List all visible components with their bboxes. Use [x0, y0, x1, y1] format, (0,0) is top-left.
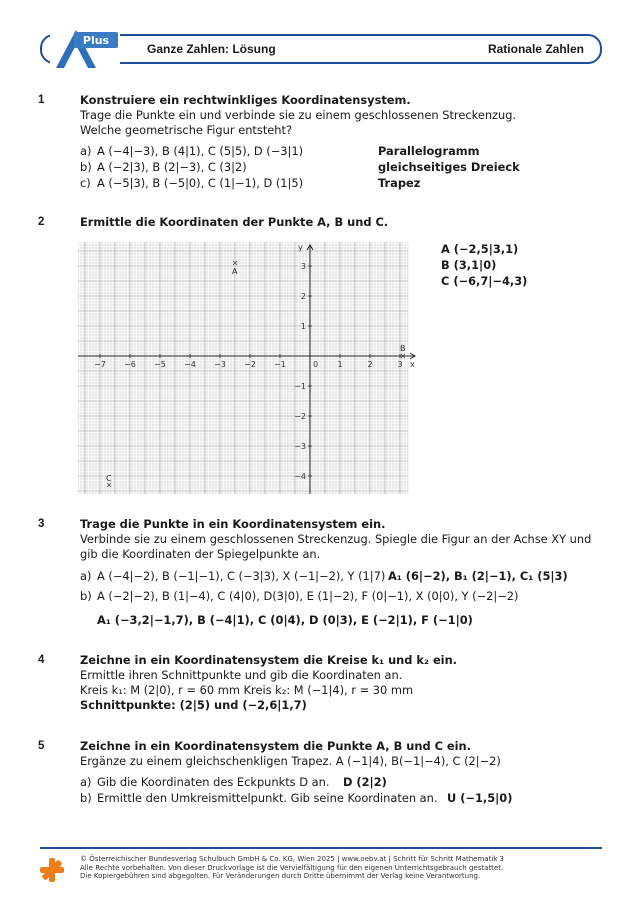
footer-line-3: Die Kopiergebühren sind abgegolten. Für Veränderungen durch Dritte übernimmt der Verlag keine Verantwortung.	[80, 872, 481, 880]
task-3a-answer: A₁ (6|−2), B₁ (2|−1), C₁ (5|3)	[388, 569, 568, 583]
x-tick-label: −2	[244, 360, 256, 369]
y-tick-label: −2	[294, 412, 306, 421]
task-2-heading: Ermittle die Koordinaten der Punkte A, B und C.	[80, 215, 389, 229]
task-5a-answer: D (2|2)	[343, 775, 387, 789]
task-3-line3: gib die Koordinaten der Spiegelpunkte an.	[80, 547, 321, 561]
task-1c-answer: Trapez	[378, 176, 421, 190]
task-1a-label: a)	[80, 144, 92, 158]
task-1-heading: Konstruiere ein rechtwinkliges Koordinatensystem.	[80, 93, 411, 107]
y-tick-label: 1	[300, 322, 306, 331]
task-3a-label: a)	[80, 569, 92, 583]
task-5b-answer: U (−1,5|0)	[447, 791, 513, 805]
task-1b-answer: gleichseitiges Dreieck	[378, 160, 520, 174]
point-C-label: C	[106, 474, 112, 483]
point-A-label: A	[232, 267, 238, 276]
task-4-number: 4	[38, 654, 45, 666]
task-5b-label: b)	[80, 791, 92, 805]
task-2-answer-a: A (−2,5|3,1)	[441, 242, 519, 256]
task-3-number: 3	[38, 518, 45, 530]
task-4-line3: Kreis k₁: M (2|0), r = 60 mm Kreis k₂: M (−1|4), r = 30 mm	[80, 683, 414, 697]
section-title: Rationale Zahlen	[487, 42, 584, 56]
task-5b-text: Ermittle den Umkreismittelpunkt. Gib seine Koordinaten an.	[97, 791, 438, 805]
publisher-logo-icon	[39, 856, 65, 884]
coordinate-grid	[78, 242, 418, 494]
task-1b-text: A (−2|3), B (2|−3), C (3|2)	[97, 160, 247, 174]
point-B-label: B	[400, 344, 406, 353]
footer-copyright	[80, 855, 504, 881]
task-1c-label: c)	[80, 176, 91, 190]
y-tick-label: 2	[300, 292, 306, 301]
origin-label: 0	[313, 360, 319, 369]
task-3b-answer: A₁ (−3,2|−1,7), B (−4|1), C (0|4), D (0|3), E (−2|1), F (−1|0)	[97, 613, 473, 627]
task-2-number: 2	[38, 216, 45, 228]
task-1-line2: Trage die Punkte ein und verbinde sie zu einem geschlossenen Streckenzug.	[80, 108, 517, 122]
x-tick-label: −7	[94, 360, 106, 369]
task-1a-text: A (−4|−3), B (4|1), C (5|5), D (−3|1)	[97, 144, 304, 158]
footer-line-2: Alle Rechte vorbehalten. Von dieser Druckvorlage ist die Vervielfältigung für den eigenen Unterrichtsgebrauch gestattet.	[80, 863, 504, 872]
y-axis-label: y	[298, 243, 303, 252]
x-tick-label: 1	[337, 360, 343, 369]
task-1b-label: b)	[80, 160, 92, 174]
task-3b-text: A (−2|−2), B (1|−4), C (4|0), D(3|0), E (1|−2), F (0|−1), X (0|0), Y (−2|−2)	[97, 589, 519, 603]
task-5a-label: a)	[80, 775, 92, 789]
task-3-heading: Trage die Punkte in ein Koordinatensystem ein.	[80, 517, 386, 531]
logo-text: Plus	[82, 34, 110, 47]
task-3a-text: A (−4|−2), B (−1|−1), C (−3|3), X (−1|−2), Y (1|7)	[97, 569, 386, 583]
x-tick-label: −3	[214, 360, 226, 369]
task-3b-label: b)	[80, 589, 92, 603]
y-tick-label: 3	[300, 262, 306, 271]
task-3-line2: Verbinde sie zu einem geschlossenen Streckenzug. Spiegle die Figur an der Achse XY und	[80, 532, 592, 546]
page-title: Ganze Zahlen: Lösung	[147, 42, 276, 56]
task-4-line2: Ermittle ihren Schnittpunkte und gib die Koordinaten an.	[80, 668, 403, 682]
x-axis-label: x	[410, 360, 415, 369]
task-5-heading: Zeichne in ein Koordinatensystem die Punkte A, B und C ein.	[80, 739, 471, 753]
x-tick-label: 2	[367, 360, 373, 369]
task-2-answer-c: C (−6,7|−4,3)	[441, 274, 528, 288]
task-2-answer-b: B (3,1|0)	[441, 258, 497, 272]
y-tick-label: −1	[294, 382, 306, 391]
x-tick-label: −1	[274, 360, 286, 369]
footer-divider	[40, 847, 602, 849]
task-5-number: 5	[38, 740, 45, 752]
x-tick-label: −5	[154, 360, 166, 369]
x-tick-label: −6	[124, 360, 136, 369]
task-1a-answer: Parallelogramm	[378, 144, 480, 158]
task-4-heading: Zeichne in ein Koordinatensystem die Kreise k₁ und k₂ ein.	[80, 653, 458, 667]
task-1-line3: Welche geometrische Figur entsteht?	[80, 123, 293, 137]
y-tick-label: −4	[294, 472, 306, 481]
x-tick-label: −4	[184, 360, 196, 369]
y-tick-label: −3	[294, 442, 306, 451]
page-header	[40, 34, 602, 64]
task-4-answer: Schnittpunkte: (2|5) und (−2,6|1,7)	[80, 698, 307, 712]
task-1-number: 1	[38, 94, 45, 106]
plus-logo	[50, 28, 120, 72]
task-5a-text: Gib die Koordinaten des Eckpunkts D an.	[97, 775, 330, 789]
footer-line-1: © Österreichischer Bundesverlag Schulbuch GmbH & Co. KG, Wien 2025 | www.oebv.at | Schritt für Schritt Mathematik 3	[80, 855, 505, 863]
task-1c-text: A (−5|3), B (−5|0), C (1|−1), D (1|5)	[97, 176, 304, 190]
x-tick-label: 3	[397, 360, 403, 369]
task-5-line2: Ergänze zu einem gleichschenkligen Trapez. A (−1|4), B(−1|−4), C (2|−2)	[80, 754, 501, 768]
